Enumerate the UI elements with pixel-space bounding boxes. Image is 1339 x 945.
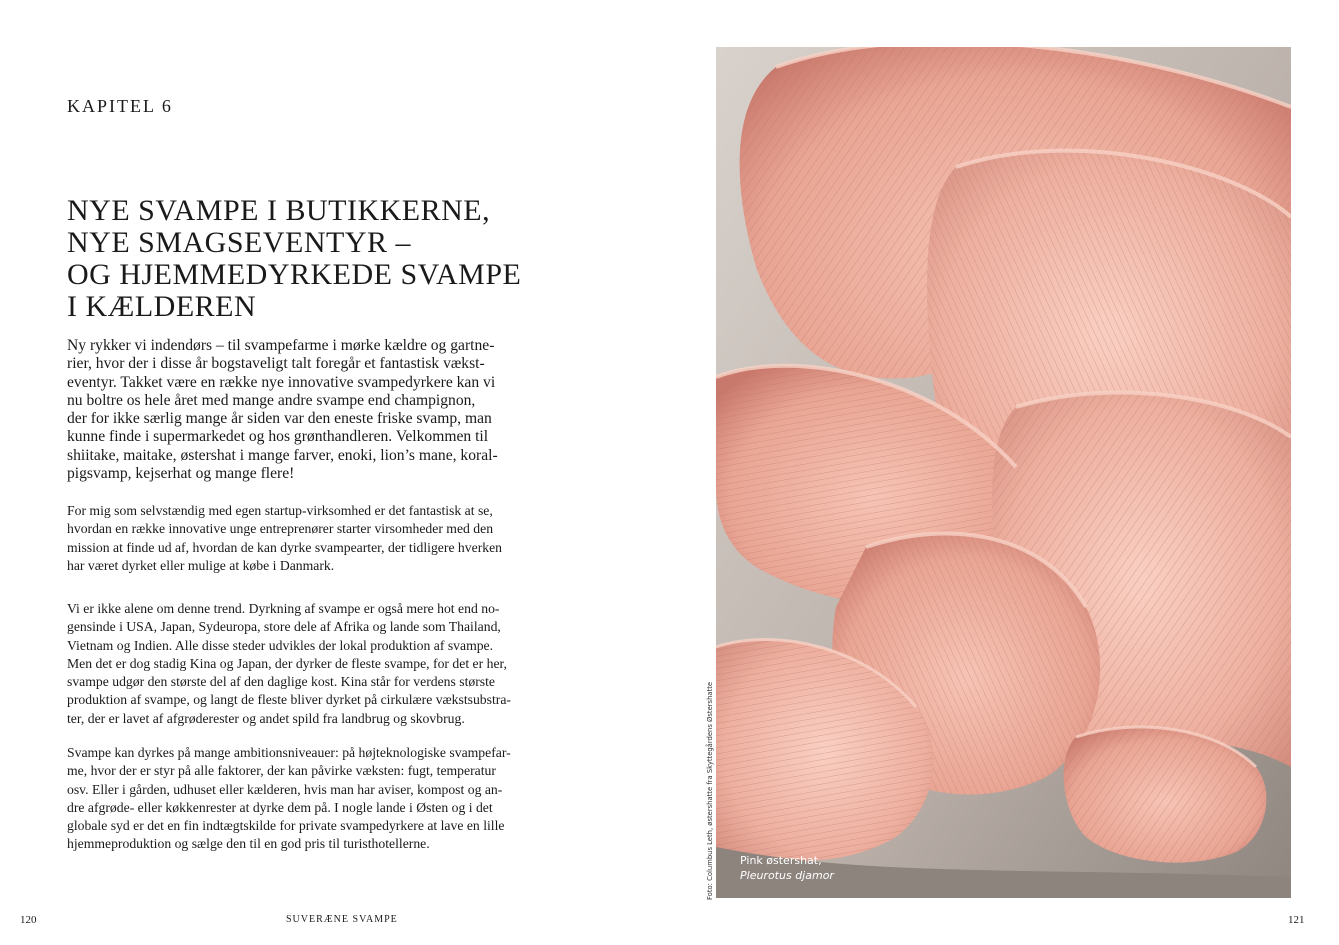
body-line: me, hvor der er styr på alle faktorer, der kan påvirke væksten: fugt, temperatur [67, 763, 496, 779]
body-line: har været dyrket eller mulige at købe i Danmark. [67, 557, 335, 573]
caption-common-name: Pink østershat, [740, 854, 822, 867]
right-page [669, 0, 1339, 945]
body-line: For mig som selvstændig med egen startup-virksomhed er det fantastisk at se, [67, 503, 493, 518]
headline-line: NYE SVAMPE I BUTIKKERNE, [67, 194, 491, 227]
lead-paragraph [67, 337, 557, 483]
body-line: mission at finde ud af, hvordan de kan dyrke svampearter, der tidligere hverken [67, 539, 503, 555]
page-number-left: 120 [20, 914, 37, 926]
photo-caption [740, 853, 834, 883]
headline-line: OG HJEMMEDYRKEDE SVAMPE [67, 258, 522, 291]
body-line: produktion af svampe, og langt de fleste bliver dyrket på cirkulære vækstsubstra- [67, 692, 511, 708]
body-line: Men det er dog stadig Kina og Japan, der dyrker de fleste svampe, for det er her, [67, 655, 507, 671]
headline-line: I KÆLDEREN [67, 290, 257, 323]
page-number-right: 121 [1288, 914, 1305, 926]
body-line: Svampe kan dyrkes på mange ambitionsniveauer: på højteknologiske svampefar- [67, 745, 511, 760]
body-line: Vi er ikke alene om denne trend. Dyrkning af svampe er også mere hot end no- [67, 601, 500, 616]
body-line: hjemmeproduktion og sælge den til en god pris til turisthotellerne. [67, 836, 430, 852]
photo-credit-text: Foto: Columbus Leth, østershatte fra Skyttegårdens Østershatte [706, 681, 714, 900]
body-line: ter, der er lavet af afgrøderester og andet spild fra landbrug og skovbrug. [67, 710, 465, 726]
chapter-label: KAPITEL 6 [67, 96, 173, 116]
body-paragraph-1 [67, 502, 562, 575]
body-line: gensinde i USA, Japan, Sydeuropa, store dele af Afrika og lande som Thailand, [67, 619, 501, 635]
caption-latin-name: Pleurotus djamor [740, 869, 834, 882]
mushroom-photo [716, 47, 1291, 898]
chapter-headline [67, 195, 627, 323]
lead-line: Ny rykker vi indendørs – til svampefarme i mørke kældre og gartne- [67, 337, 495, 354]
body-line: svampe udgør den største del af den daglige kost. Kina står for verdens største [67, 674, 496, 690]
left-page [0, 0, 669, 945]
lead-line: shiitake, maitake, østershat i mange farver, enoki, lion’s mane, koral- [67, 446, 498, 464]
lead-line: rier, hvor der i disse år bogstaveligt talt foregår et fantastisk vækst- [67, 355, 485, 373]
lead-line: pigsvamp, kejserhat og mange flere! [67, 465, 295, 483]
lead-line: eventyr. Takket være en række nye innovative svampedyrkere kan vi [67, 373, 496, 391]
body-line: dre afgrøde- eller køkkenrester at dyrke dem på. I nogle lande i Østen og i det [67, 799, 493, 815]
lead-line: nu boltre os hele året med mange andre svampe end champignon, [67, 391, 476, 409]
body-paragraph-2 [67, 600, 562, 728]
pink-oyster-mushroom-illustration [716, 47, 1291, 898]
body-paragraph-3 [67, 744, 562, 854]
body-line: Vietnam og Indien. Alle disse steder udvikles der lokal produktion af svampe. [67, 637, 494, 653]
body-line: globale syd er det en fin indtægtskilde for private svampedyrkere at lave en lille [67, 818, 505, 834]
headline-line: NYE SMAGSEVENTYR – [67, 226, 412, 259]
running-title: SUVERÆNE SVAMPE [286, 914, 398, 925]
body-line: osv. Eller i gården, udhuset eller kælderen, hvis man har aviser, kompost og an- [67, 781, 503, 797]
body-line: hvordan en række innovative unge entreprenører starter virsomheder med den [67, 521, 494, 537]
lead-line: kunne finde i supermarkedet og hos grønthandleren. Velkommen til [67, 428, 489, 446]
lead-line: der for ikke særlig mange år siden var den eneste friske svamp, man [67, 410, 492, 428]
